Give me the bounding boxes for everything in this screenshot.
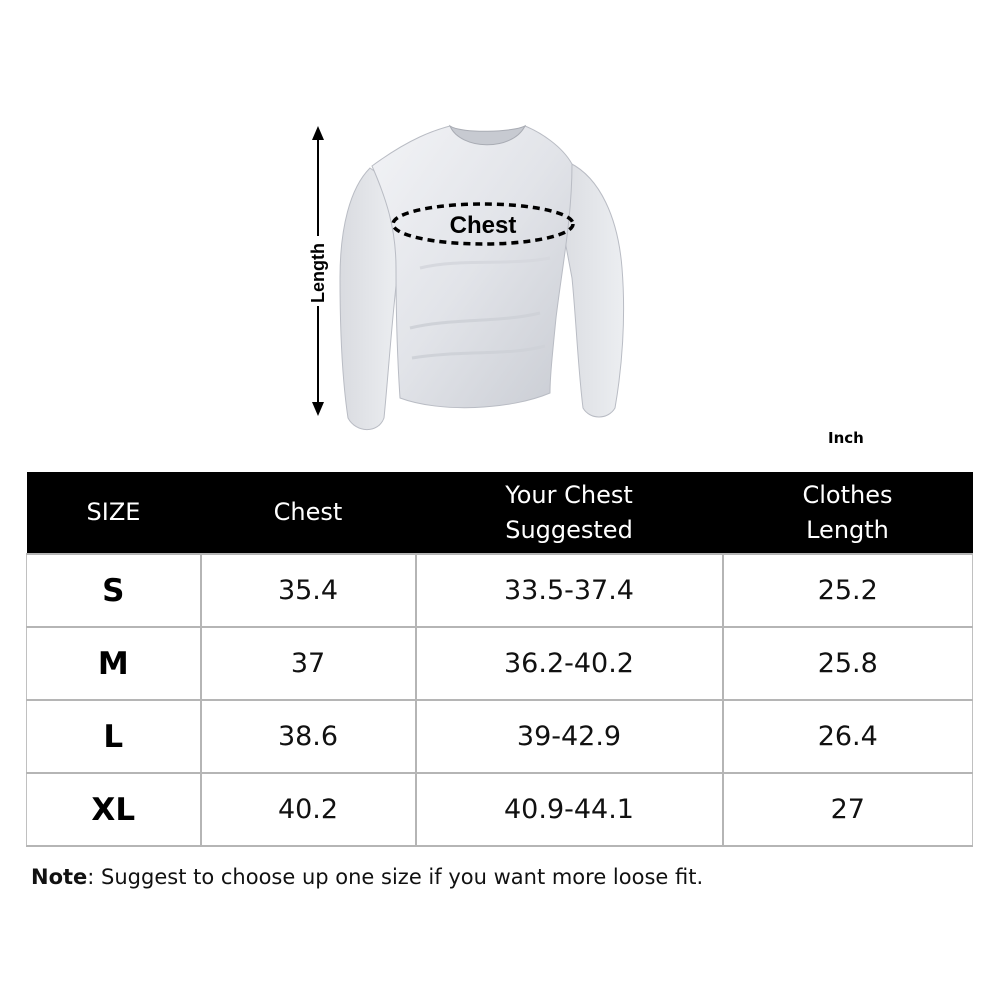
table-header-row [27,472,973,554]
table-row [27,700,973,773]
long-sleeve-shirt-illustration [300,118,645,438]
suggested-cell: 36.2-40.2 [416,627,723,700]
unit-label: Inch [828,429,864,447]
header-size: SIZE [27,472,201,554]
length-figure-label: Length [308,243,328,303]
suggested-cell: 39-42.9 [416,700,723,773]
length-arrow [308,126,328,416]
length-cell: 25.8 [723,627,973,700]
note-text: : Suggest to choose up one size if you want more loose fit. [87,865,704,889]
table-row [27,554,973,627]
suggested-cell: 33.5-37.4 [416,554,723,627]
chest-cell: 37 [201,627,416,700]
header-your-chest-suggested: Your Chest Suggested [416,472,723,554]
size-cell: XL [27,773,201,846]
size-cell: M [27,627,201,700]
shirt-figure [300,118,645,438]
length-cell: 27 [723,773,973,846]
note-label: Note [31,865,88,889]
chest-cell: 35.4 [201,554,416,627]
size-chart-table [26,472,973,847]
size-cell: S [27,554,201,627]
suggested-cell: 40.9-44.1 [416,773,723,846]
chest-figure-label: Chest [449,212,517,239]
chest-cell: 40.2 [201,773,416,846]
chest-cell: 38.6 [201,700,416,773]
header-clothes-length: Clothes Length [723,472,973,554]
table-row [27,773,973,846]
table-row [27,627,973,700]
fit-note [31,865,703,889]
length-cell: 25.2 [723,554,973,627]
size-cell: L [27,700,201,773]
header-chest: Chest [201,472,416,554]
length-cell: 26.4 [723,700,973,773]
